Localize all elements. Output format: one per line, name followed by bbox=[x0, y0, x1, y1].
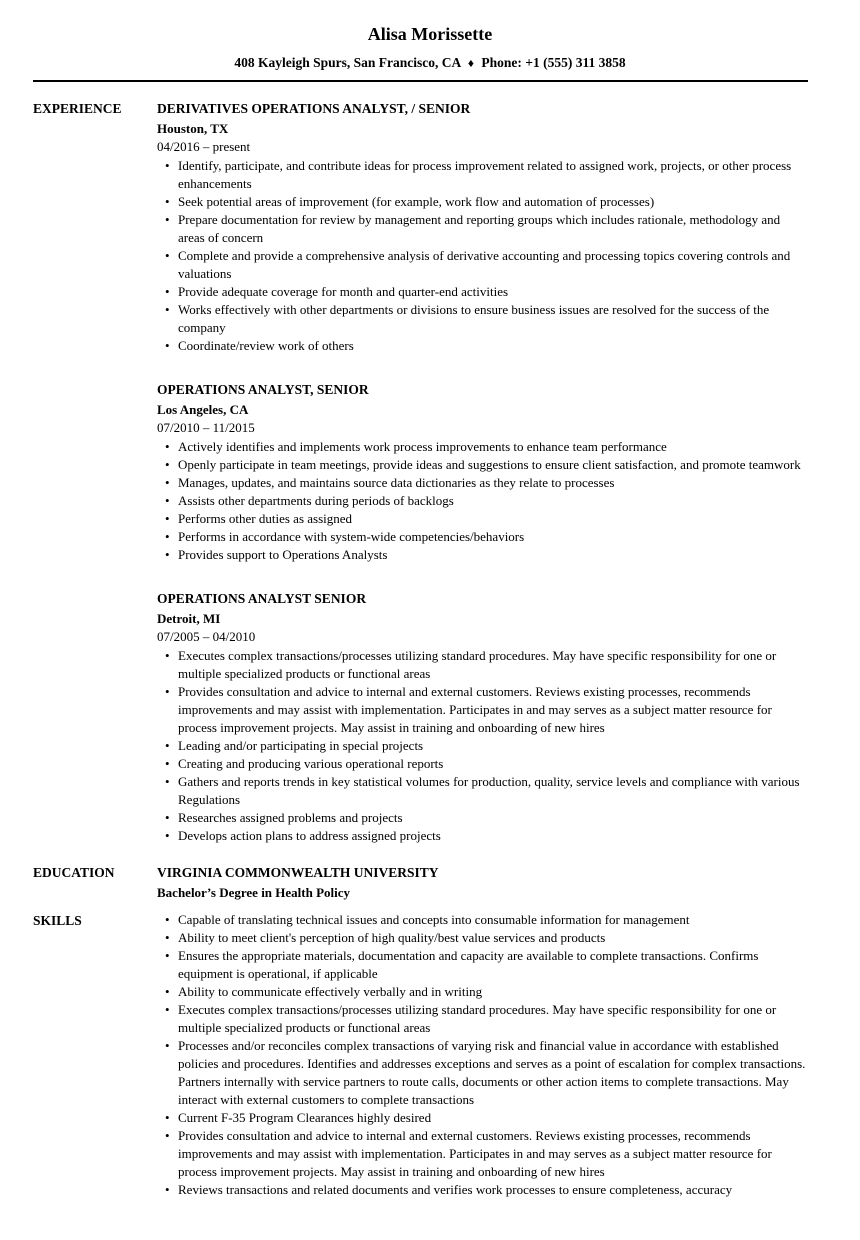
bullet-item: • Openly participate in team meetings, provide ideas and suggestions to ensure client satisfaction, and promote teamwork bbox=[157, 456, 810, 474]
bullet-item: • Provides support to Operations Analysts bbox=[157, 546, 810, 564]
job-title: OPERATIONS ANALYST, SENIOR bbox=[157, 382, 369, 397]
bullet-item: • Ensures the appropriate materials, documentation and capacity are available to complete transactions. Confirms equipment is operational, if applicable bbox=[157, 947, 810, 983]
bullet-item: • Develops action plans to address assigned projects bbox=[157, 827, 810, 845]
bullet-item: • Works effectively with other departments or divisions to ensure business issues are resolved for the success of the company bbox=[157, 301, 810, 337]
bullet-item: • Ability to meet client's perception of high quality/best value services and products bbox=[157, 929, 810, 947]
bullet-item: • Ability to communicate effectively verbally and in writing bbox=[157, 983, 810, 1001]
job-title: OPERATIONS ANALYST SENIOR bbox=[157, 591, 367, 606]
job-dates: 07/2010 – 11/2015 bbox=[157, 420, 255, 435]
bullet-item: • Gathers and reports trends in key statistical volumes for production, quality, service levels and compliance with various Regulations bbox=[157, 773, 810, 809]
bullet-item: • Creating and producing various operational reports bbox=[157, 755, 810, 773]
job-bullet-list bbox=[157, 438, 810, 564]
bullet-item: • Coordinate/review work of others bbox=[157, 337, 810, 355]
job-entry-3 bbox=[157, 589, 810, 845]
job-entry-1 bbox=[157, 99, 810, 355]
bullet-item: • Provides consultation and advice to internal and external customers. Reviews existing processes, recommends improvements and may assist with implementation. Participates in and may serves as a subject matter resource for process improvement projects. May assist in training and onboarding of new hires bbox=[157, 1127, 810, 1181]
bullet-item: • Current F-35 Program Clearances highly desired bbox=[157, 1109, 810, 1127]
bullet-item: • Performs other duties as assigned bbox=[157, 510, 810, 528]
job-location: Detroit, MI bbox=[157, 611, 221, 626]
skills-section-label: SKILLS bbox=[33, 913, 82, 928]
contact-phone: Phone: +1 (555) 311 3858 bbox=[481, 55, 626, 70]
bullet-item: • Leading and/or participating in special projects bbox=[157, 737, 810, 755]
section-skills bbox=[0, 911, 860, 1199]
job-dates: 07/2005 – 04/2010 bbox=[157, 629, 256, 644]
contact-line bbox=[0, 54, 860, 72]
section-education bbox=[0, 863, 860, 903]
degree: Bachelor’s Degree in Health Policy bbox=[157, 885, 351, 900]
job-title: DERIVATIVES OPERATIONS ANALYST, / SENIOR bbox=[157, 101, 471, 116]
bullet-item: • Reviews transactions and related documents and verifies work processes to ensure completeness, accuracy bbox=[157, 1181, 810, 1199]
bullet-item: • Performs in accordance with system-wide competencies/behaviors bbox=[157, 528, 810, 546]
job-bullet-list bbox=[157, 647, 810, 845]
bullet-item: • Provide adequate coverage for month and quarter-end activities bbox=[157, 283, 810, 301]
job-location: Los Angeles, CA bbox=[157, 402, 249, 417]
bullet-item: • Identify, participate, and contribute ideas for process improvement related to assigned work, projects, or other process enhancements bbox=[157, 157, 810, 193]
section-experience bbox=[0, 99, 860, 845]
page-title: Alisa Morissette bbox=[367, 24, 493, 44]
bullet-item: • Capable of translating technical issues and concepts into consumable information for management bbox=[157, 911, 810, 929]
bullet-item: • Manages, updates, and maintains source data dictionaries as they relate to processes bbox=[157, 474, 810, 492]
job-dates: 04/2016 – present bbox=[157, 139, 251, 154]
bullet-item: • Actively identifies and implements work process improvements to enhance team performance bbox=[157, 438, 810, 456]
bullet-item: • Seek potential areas of improvement (for example, work flow and automation of processes) bbox=[157, 193, 810, 211]
job-bullet-list bbox=[157, 157, 810, 355]
bullet-item: • Processes and/or reconciles complex transactions of varying risk and financial value in accordance with established policies and procedures. Identifies and addresses exceptions and serves as a point of escalation for complex transactions. Partners internally with service partners to route calls, documents or other action items to complete transactions. May interact with external customers to complete transactions bbox=[157, 1037, 810, 1109]
education-section-label: EDUCATION bbox=[33, 865, 115, 880]
bullet-item: • Executes complex transactions/processes utilizing standard procedures. May have specific responsibility for one or multiple specialized products or functional areas bbox=[157, 647, 810, 683]
contact-address: 408 Kayleigh Spurs, San Francisco, CA bbox=[234, 55, 461, 70]
skills-bullet-list bbox=[157, 911, 810, 1199]
job-entry-2 bbox=[157, 380, 810, 564]
bullet-item: • Researches assigned problems and projects bbox=[157, 809, 810, 827]
education-content bbox=[157, 863, 810, 903]
bullet-item: • Assists other departments during periods of backlogs bbox=[157, 492, 810, 510]
bullet-item: • Executes complex transactions/processes utilizing standard procedures. May have specific responsibility for one or multiple specialized products or functional areas bbox=[157, 1001, 810, 1037]
experience-jobs bbox=[157, 99, 810, 845]
diamond-separator-icon: ♦ bbox=[467, 56, 475, 70]
bullet-item: • Complete and provide a comprehensive analysis of derivative accounting and processing topics covering controls and valuations bbox=[157, 247, 810, 283]
school-name: VIRGINIA COMMONWEALTH UNIVERSITY bbox=[157, 865, 439, 880]
resume-header bbox=[0, 24, 860, 82]
job-location: Houston, TX bbox=[157, 121, 229, 136]
bullet-item: • Prepare documentation for review by management and reporting groups which includes rationale, methodology and areas of concern bbox=[157, 211, 810, 247]
bullet-item: • Provides consultation and advice to internal and external customers. Reviews existing processes, recommends improvements and may assist with implementation. Participates in and may serves as a subject matter resource for process improvement projects. May assist in training and onboarding of new hires bbox=[157, 683, 810, 737]
experience-section-label: EXPERIENCE bbox=[33, 101, 122, 116]
header-divider-rule bbox=[33, 80, 808, 82]
